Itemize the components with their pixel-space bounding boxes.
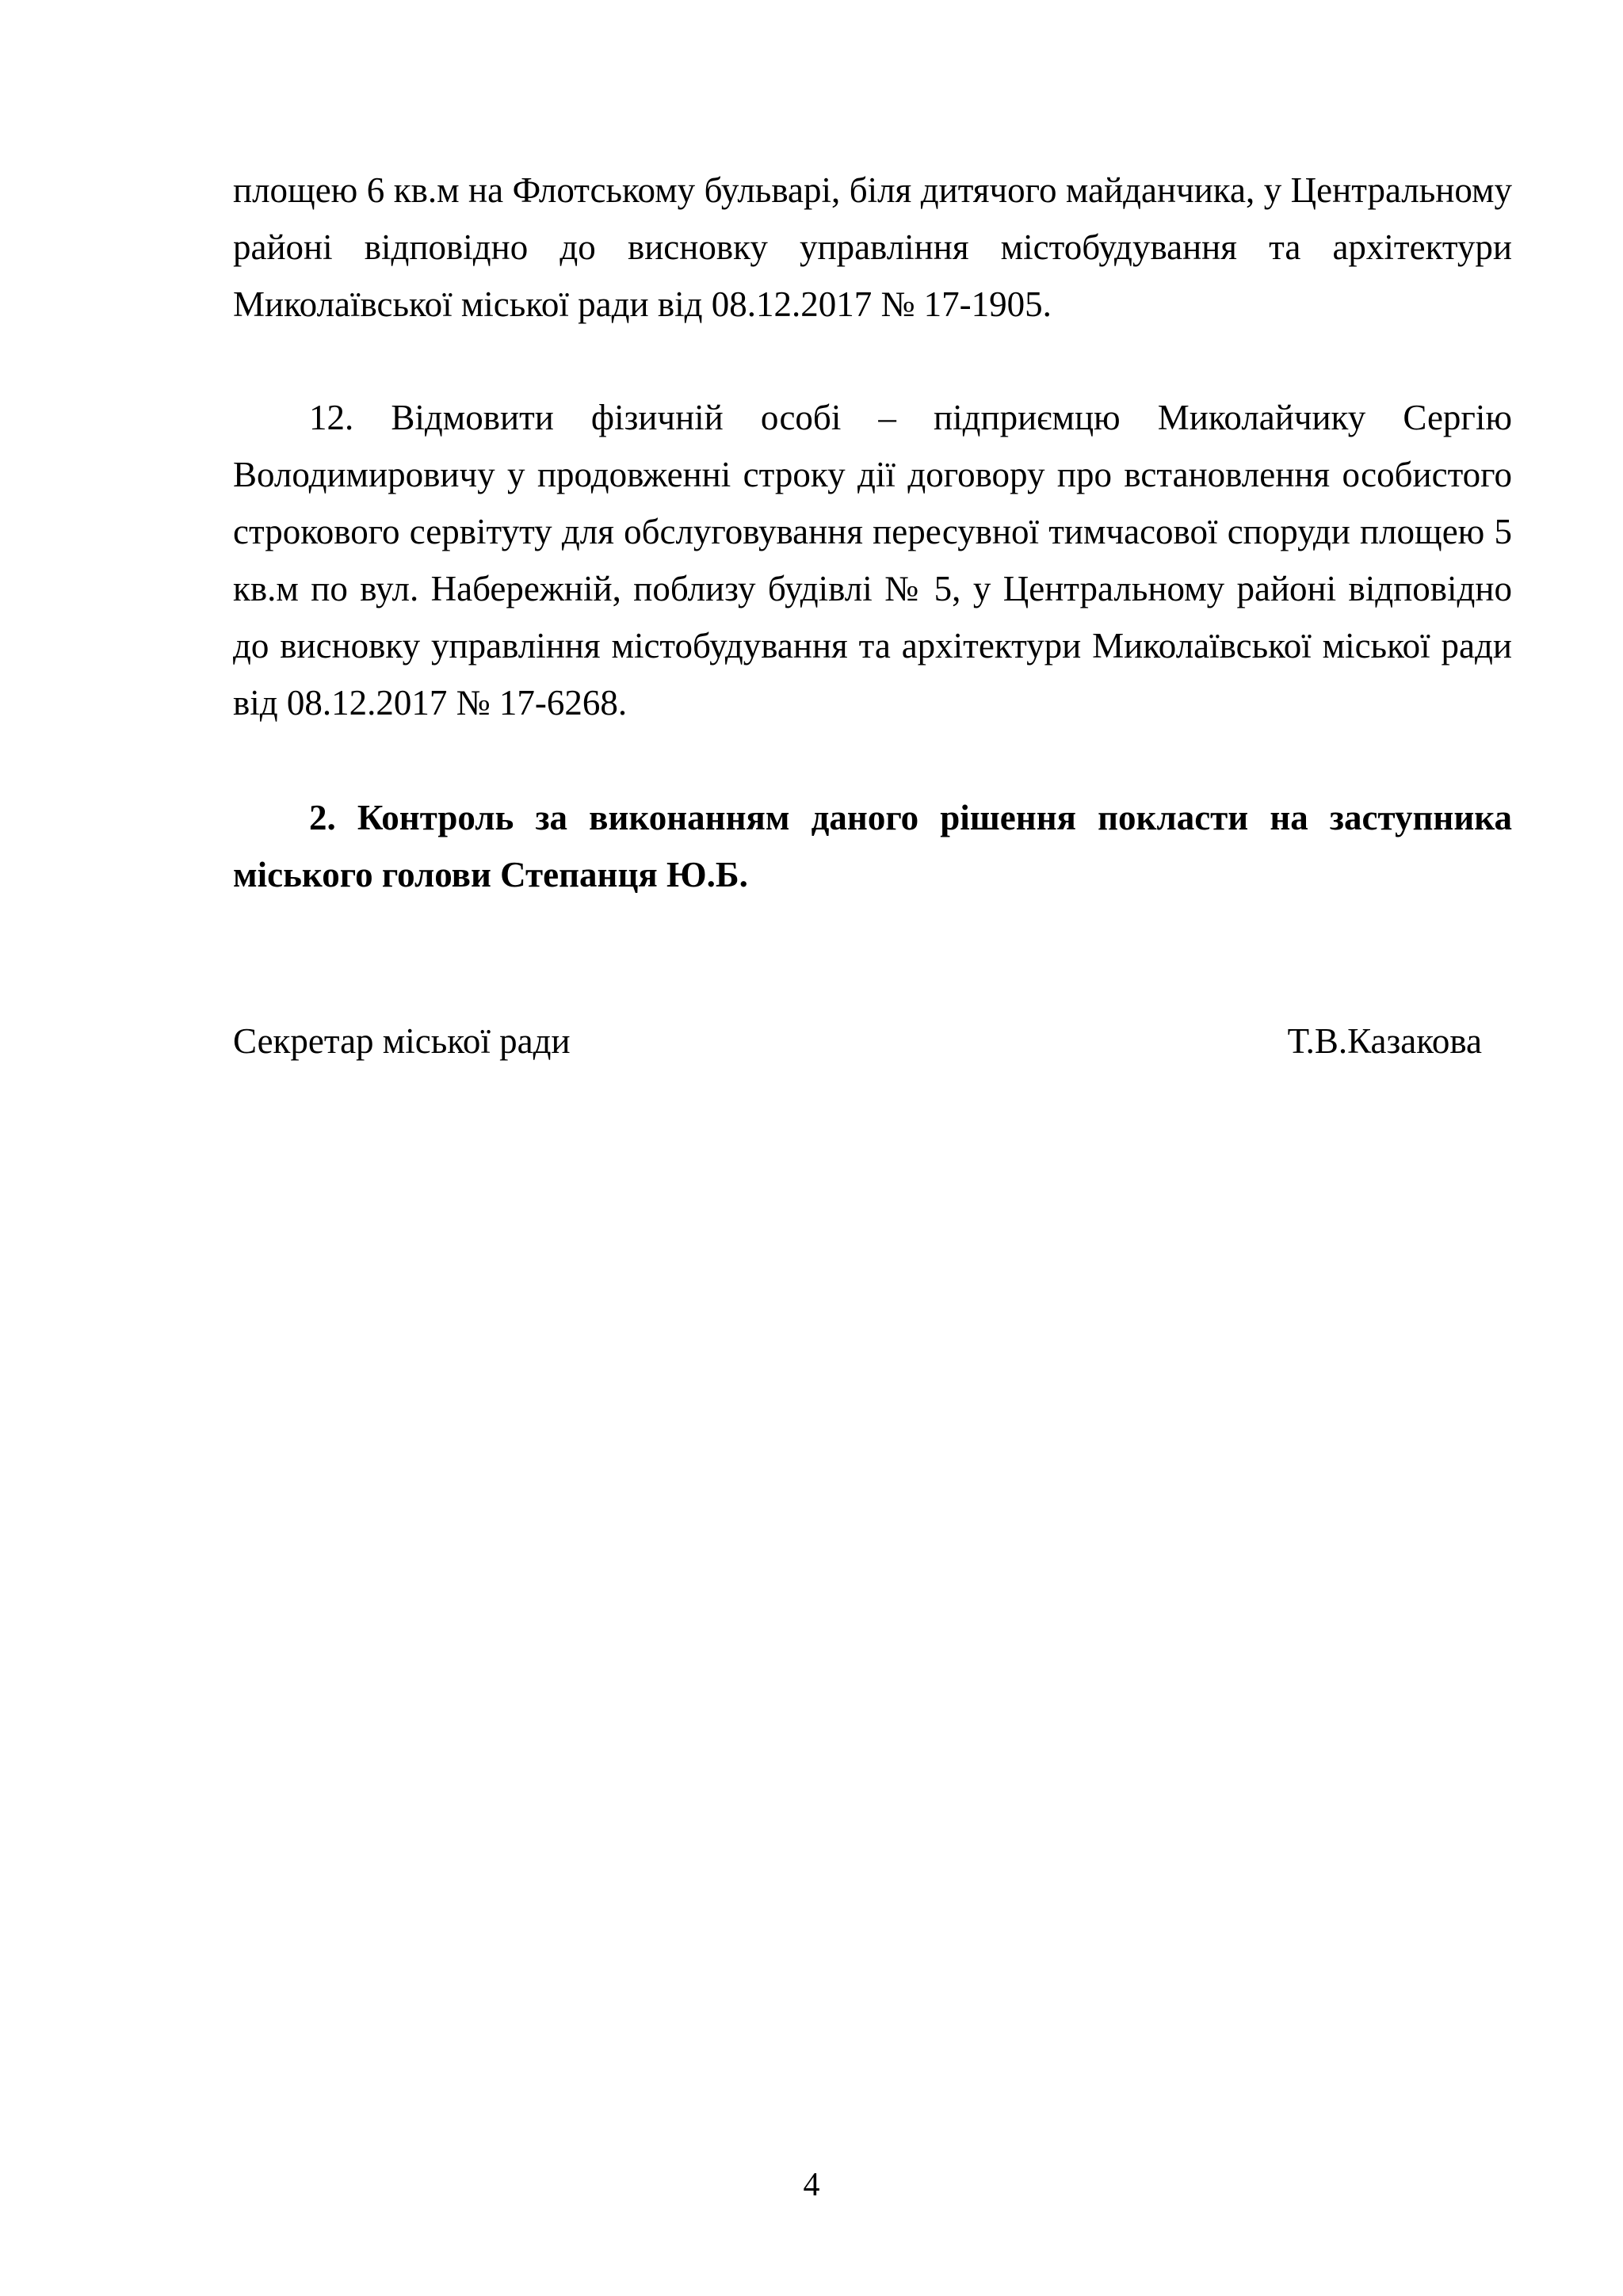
paragraph-12: 12. Відмовити фізичній особі – підприємцю Миколайчику Сергію Володимировичу у продовженні строку дії договору про встановлення особистого строкового сервітуту для обслуговування пересувної тимчасової споруди площею 5 кв.м по вул. Набережній, поблизу будівлі № 5, у Центральному районі відповідно до висновку управління містобудування та архітектури Миколаївської міської ради від 08.12.2017 № 17-6268. (233, 398, 1512, 723)
signature-name: Т.В.Казакова (1287, 1021, 1482, 1061)
signature-block (233, 1013, 1482, 1070)
paragraph-continuation: площею 6 кв.м на Флотському бульварі, біля дитячого майданчика, у Центральному районі відповідно до висновку управління містобудування та архітектури Миколаївської міської ради від 08.12.2017 № 17-1905. (233, 170, 1512, 324)
page-number: 4 (803, 2167, 820, 2203)
signature-position: Секретар міської ради (233, 1021, 571, 1061)
paragraph-2-control: 2. Контроль за виконанням даного рішення покласти на заступника міського голови Степанця Ю.Б. (233, 798, 1512, 894)
